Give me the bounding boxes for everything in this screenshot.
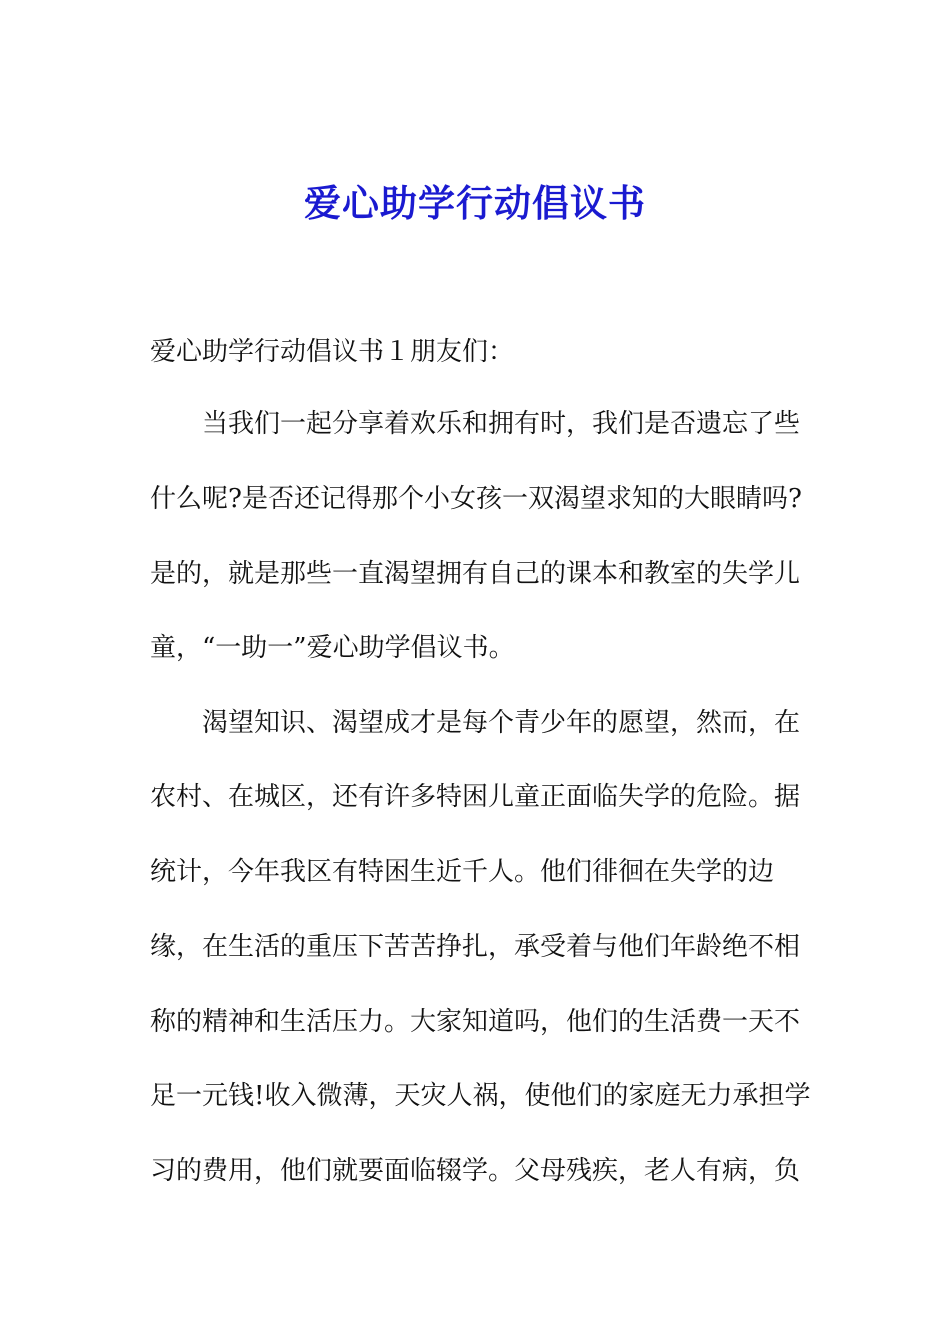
body-line-greeting: 爱心助学行动倡议书１朋友们：	[150, 337, 515, 367]
body-line: 缘，在生活的重压下苦苦挣扎，承受着与他们年龄绝不相	[150, 932, 801, 962]
body-line: 农村、在城区，还有许多特困儿童正面临失学的危险。据	[150, 782, 801, 812]
body-line: 当我们一起分享着欢乐和拥有时，我们是否遗忘了些	[150, 409, 801, 439]
body-line: 是的，就是那些一直渴望拥有自己的课本和教室的失学儿	[150, 559, 801, 589]
body-line: 什么呢?是否还记得那个小女孩一双渴望求知的大眼睛吗?	[150, 484, 802, 514]
body-line: 习的费用，他们就要面临辍学。父母残疾，老人有病，负	[150, 1156, 801, 1186]
body-line: 童，“一助一”爱心助学倡议书。	[150, 633, 515, 663]
body-line: 渴望知识、渴望成才是每个青少年的愿望，然而，在	[150, 708, 801, 738]
body-line: 足一元钱!收入微薄，天灾人祸，使他们的家庭无力承担学	[150, 1081, 811, 1111]
body-line: 称的精神和生活压力。大家知道吗，他们的生活费一天不	[150, 1007, 801, 1037]
body-line: 统计，今年我区有特困生近千人。他们徘徊在失学的边	[150, 857, 775, 887]
document-title: 爱心助学行动倡议书	[304, 181, 646, 225]
